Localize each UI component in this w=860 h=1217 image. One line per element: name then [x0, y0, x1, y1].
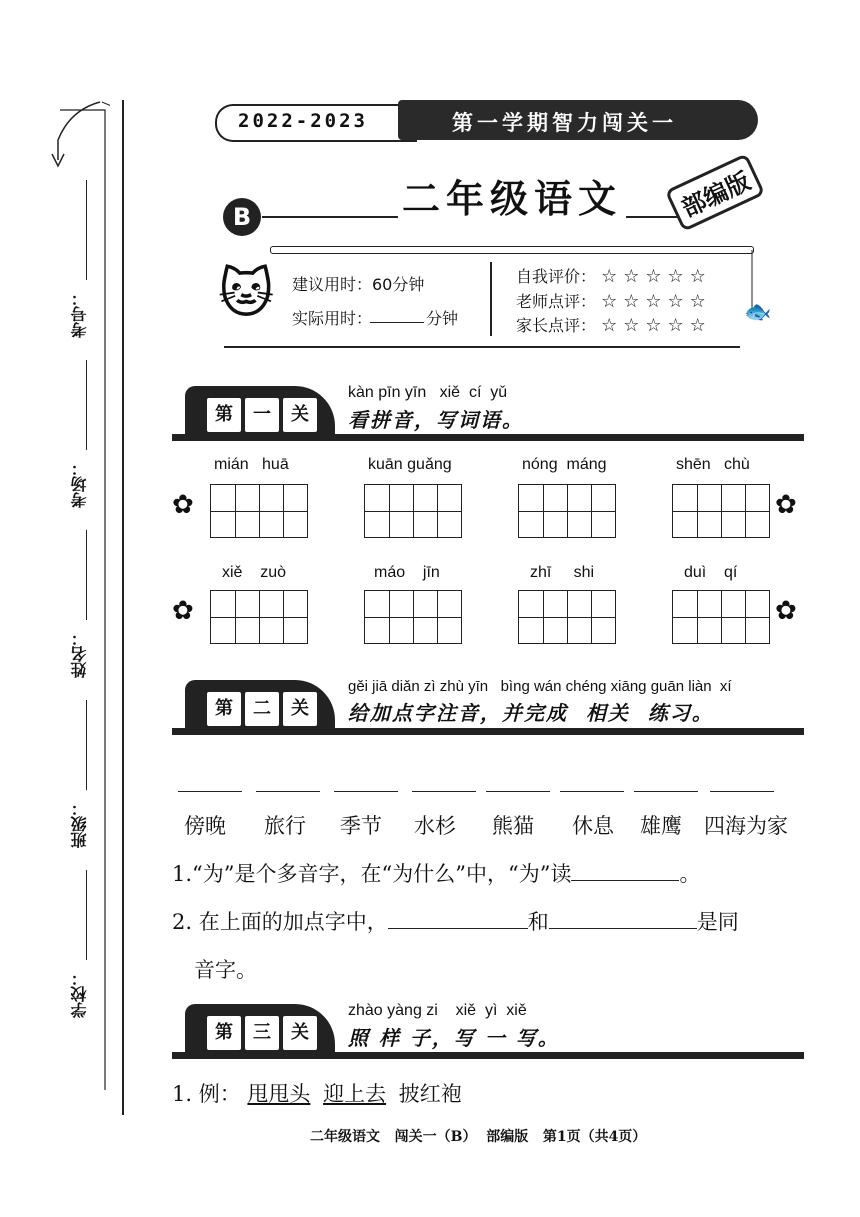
rating-parent-stars[interactable]: ☆☆☆☆☆: [601, 315, 712, 336]
class-line: [86, 700, 87, 790]
pinyin-blank-3[interactable]: [334, 790, 398, 792]
class-label: 班级：: [70, 800, 89, 848]
pinyin-blank-6[interactable]: [560, 790, 624, 792]
rating-parent: [516, 313, 712, 336]
answer-box-8[interactable]: [672, 590, 770, 644]
example-item: 甩甩头: [247, 1082, 311, 1106]
page-title: 二年级语文: [398, 168, 626, 223]
example-item: 披红袍: [398, 1082, 462, 1106]
answer-box-3[interactable]: [518, 484, 616, 538]
pinyin-blank-4[interactable]: [412, 790, 476, 792]
word-item: 旅行: [264, 814, 306, 838]
flower-icon: ✿: [775, 596, 797, 626]
cat-icon: 🐱: [218, 262, 275, 325]
rating-self-label: 自我评价：: [516, 267, 597, 286]
fishing-line: [748, 250, 762, 340]
name-line: [86, 530, 87, 620]
word-item: 休息: [572, 814, 614, 838]
section2-pinyin: gěi jiā diǎn zì zhù yīn bìng wán chéng xiāng guān liàn xí: [348, 678, 732, 695]
section3-tab-card-3: 关: [281, 1014, 319, 1052]
section1-tab-card-2: 一: [243, 396, 281, 434]
section1-tab-card-3: 关: [281, 396, 319, 434]
section3-title: 照 样 子，写 一 写。: [348, 1026, 560, 1050]
question-2-continued: 音字。: [194, 958, 257, 982]
pinyin-maojin: máo jīn: [374, 564, 440, 581]
pinyin-zhishi: zhī shi: [530, 564, 595, 581]
school-label: 学校：: [70, 970, 89, 1018]
pinyin-blank-2[interactable]: [256, 790, 320, 792]
answer-box-2[interactable]: [364, 484, 462, 538]
word-item: 四海为家: [704, 814, 788, 838]
section1-bar: [172, 434, 804, 441]
info-divider: [490, 262, 492, 336]
actual-time-label: 实际用时：: [292, 309, 373, 328]
rating-teacher-stars[interactable]: ☆☆☆☆☆: [601, 291, 712, 312]
section1-tab-card-1: 第: [205, 396, 243, 434]
answer-box-7[interactable]: [518, 590, 616, 644]
name-label: 姓名：: [70, 630, 89, 678]
question-1-blank[interactable]: [571, 862, 679, 881]
exam-room-line: [86, 360, 87, 450]
pinyin-xiezuo: xiě zuò: [222, 564, 287, 581]
word-item: 水杉: [414, 814, 456, 838]
section2-title: 给加点字注音，并完成 相关 练习。: [348, 701, 714, 725]
section2-tab-card-1: 第: [205, 690, 243, 728]
rating-self-stars[interactable]: ☆☆☆☆☆: [601, 266, 712, 287]
question-2-end: 是同: [696, 910, 739, 934]
pinyin-blank-8[interactable]: [710, 790, 774, 792]
section2-tab-card-3: 关: [281, 690, 319, 728]
semester-title: 第一学期智力闯关一: [452, 110, 677, 135]
answer-box-1[interactable]: [210, 484, 308, 538]
section3-bar: [172, 1052, 804, 1059]
example-item: 迎上去: [323, 1082, 387, 1106]
answer-box-5[interactable]: [210, 590, 308, 644]
pinyin-blank-1[interactable]: [178, 790, 242, 792]
section3-tab-card-2: 三: [243, 1014, 281, 1052]
exam-room-label: 考场：: [70, 460, 89, 508]
pinyin-blank-5[interactable]: [486, 790, 550, 792]
example-line: [172, 1078, 462, 1108]
year-text: 2022-2023: [238, 110, 368, 132]
section1-tab: [185, 386, 335, 438]
word-item: 雄鹰: [640, 814, 682, 838]
question-2-text: 2. 在上面的加点字中，: [172, 910, 388, 934]
pinyin-blank-7[interactable]: [634, 790, 698, 792]
rating-self: [516, 264, 712, 287]
pinyin-nongmang: nóng máng: [522, 456, 607, 473]
exam-number-line: [86, 180, 87, 280]
pinyin-shenchu: shēn chù: [676, 456, 750, 473]
section3-pinyin: zhào yàng zi xiě yì xiě: [348, 1002, 527, 1019]
exam-number-label: 考号：: [70, 290, 89, 338]
question-2-blank-1[interactable]: [388, 910, 528, 929]
rating-parent-label: 家长点评：: [516, 316, 597, 335]
actual-time-unit: 分钟: [426, 309, 459, 328]
answer-box-6[interactable]: [364, 590, 462, 644]
pinyin-duiqi: duì qí: [684, 564, 738, 581]
version-badge: B: [223, 198, 261, 236]
info-bottom-border: [224, 346, 740, 348]
section1-pinyin: kàn pīn yīn xiě cí yǔ: [348, 384, 508, 401]
fishing-rod: [270, 246, 754, 254]
edition-badge: 部编版: [665, 153, 766, 232]
example-label: 1. 例：: [172, 1082, 241, 1106]
question-2-blank-2[interactable]: [549, 910, 697, 929]
pinyin-mianhua: mián huā: [214, 456, 289, 473]
word-item: 季节: [340, 814, 382, 838]
rating-teacher: [516, 289, 712, 312]
pinyin-kuanguang: kuān guǎng: [368, 456, 452, 473]
actual-time-blank[interactable]: [370, 322, 424, 323]
school-line: [86, 870, 87, 960]
flower-icon: ✿: [172, 490, 194, 520]
section3-tab-card-1: 第: [205, 1014, 243, 1052]
rating-teacher-label: 老师点评：: [516, 292, 597, 311]
word-item: 熊猫: [492, 814, 534, 838]
section1-title: 看拼音，写词语。: [348, 408, 524, 432]
question-2: [172, 906, 739, 936]
answer-box-4[interactable]: [672, 484, 770, 538]
flower-icon: ✿: [172, 596, 194, 626]
question-1-text: 1.“为”是个多音字，在“为什么”中，“为”读: [172, 862, 572, 886]
binding-outline: [55, 100, 125, 1100]
question-2-mid: 和: [527, 910, 549, 934]
flower-icon: ✿: [775, 490, 797, 520]
page-footer: 二年级语文 闯关一（B） 部编版 第1页（共4页）: [310, 1129, 647, 1145]
word-item: 傍晚: [184, 814, 226, 838]
question-1-end: 。: [679, 862, 701, 886]
question-1: [172, 858, 700, 888]
section2-bar: [172, 728, 804, 735]
section2-tab: [185, 680, 335, 732]
section2-tab-card-2: 二: [243, 690, 281, 728]
fish-icon: 🐟: [744, 300, 772, 325]
section3-tab: [185, 1004, 335, 1056]
suggested-time: 建议用时：60分钟: [292, 275, 425, 294]
